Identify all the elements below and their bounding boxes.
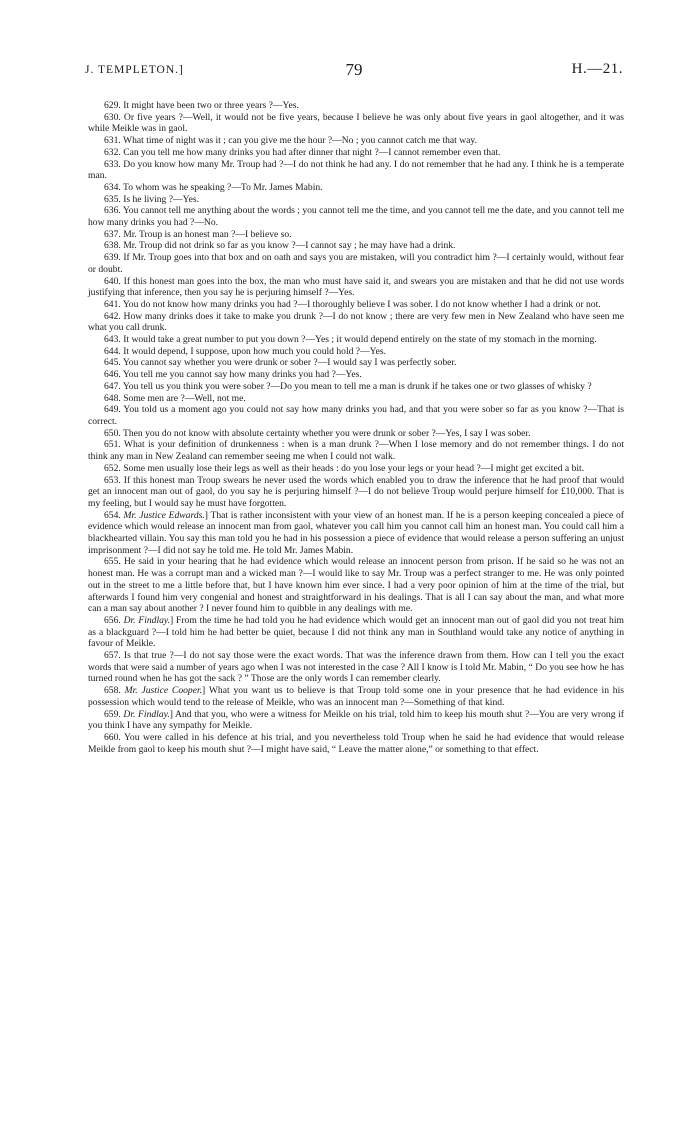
testimony-paragraph: 643. It would take a great number to put you down ?—Yes ; it would depend entirely on the state of my stomach in the morning. bbox=[104, 334, 597, 346]
testimony-paragraph: 647. You tell us you think you were sober ?—Do you mean to tell me a man is drunk if he takes one or two glasses of whisky ? bbox=[104, 380, 592, 392]
question-number: 659. bbox=[104, 708, 124, 720]
testimony-paragraph: 630. Or five years ?—Well, it would not be five years, because I believe he was only about five years in gaol altogether, and it was while Meikle was in gaol. bbox=[88, 111, 624, 135]
paragraph-text: ] That is rather inconsistent with your view of an honest man. If he is a person keeping concealed a piece of evidence which would release an innocent man from gaol, whatever you call him you cannot call him an honest man. You could call him a blackhearted villain. You say this man told you he had in his possession a piece of evidence that would release a person suffering an unjust imprisonment ?—I did not say he told me. He told Mr. James Mabin. bbox=[88, 509, 624, 556]
testimony-paragraph: 660. You were called in his defence at his trial, and you nevertheless told Troup when he said he had evidence that would release Meikle from gaol to keep his mouth shut ?—I might have said, “ Leave the matter alone,” or something to that effect. bbox=[88, 731, 624, 755]
speaker-name: Dr. Findlay. bbox=[123, 708, 170, 720]
testimony-paragraph: 640. If this honest man goes into the box, the man who must have said it, and swears you are mistaken and that he did not use words justifying that inference, then you say he is perjuring himself ?—Yes. bbox=[88, 275, 624, 299]
paragraph-text: ] And that you, who were a witness for Meikle on his trial, told him to keep his mouth shut ?—You are very wrong if you think I have any sympathy for Meikle. bbox=[88, 708, 625, 732]
testimony-paragraph: 652. Some men usually lose their legs as well as their heads : do you lose your legs or your head ?—I might get excited a bit. bbox=[104, 462, 585, 474]
testimony-paragraph: 648. Some men are ?—Well, not me. bbox=[104, 392, 246, 404]
testimony-paragraph: 653. If this honest man Troup swears he never used the words which enabled you to draw the inference that he had proof that would get an innocent man out of gaol, do you say he is perjuring himself ?—I do not believe Troup would perjure himself for £10,000. That is my feeling, but I would say he must have forgotten. bbox=[88, 474, 624, 509]
testimony-paragraph bbox=[88, 510, 624, 557]
testimony-paragraph: 645. You cannot say whether you were drunk or sober ?—I would say I was perfectly sober. bbox=[104, 357, 457, 369]
testimony-paragraph bbox=[88, 709, 624, 732]
testimony-paragraph: 629. It might have been two or three years ?—Yes. bbox=[104, 100, 299, 111]
testimony-paragraph: 655. He said in your hearing that he had evidence which would release an innocent person from prison. If he said so he was not an honest man. He was a corrupt man and a wicked man ?—I would like to say Mr. Troup was a perfect stranger to me. He was only pointed out in the street to me a little before that, but I have known him ever since. I had a very poor opinion of him at the time of the trial, but afterwards I found him very congenial and honest and straightforward in his dealings. That is all I can say about the man, and what more can a man say about another ? I never found him to quibble in any dealings with me. bbox=[88, 556, 624, 615]
page-number: 79 bbox=[345, 60, 363, 79]
paragraph-text: ] What you want us to believe is that Troup told some one in your presence that he had evidence in his possession which would tend to the release of Meikle, who was an innocent man ?—Something of that kind. bbox=[88, 685, 624, 708]
testimony-paragraph: 646. You tell me you cannot say how many drinks you had ?—Yes. bbox=[104, 369, 362, 381]
testimony-paragraph: 634. To whom was he speaking ?—To Mr. James Mabin. bbox=[104, 181, 323, 193]
testimony-paragraph: 650. Then you do not know with absolute certainty whether you were drunk or sober ?—Yes, I say I was sober. bbox=[104, 427, 531, 439]
document-reference: H.—21. bbox=[571, 61, 623, 77]
testimony-paragraph: 631. What time of night was it ; can you give me the hour ?—No ; you cannot catch me that way. bbox=[104, 135, 477, 147]
speaker-name: Mr. Justice Cooper. bbox=[124, 685, 203, 697]
testimony-paragraph bbox=[88, 615, 624, 650]
paragraph-text: ] From the time he had told you he had evidence which would get an innocent man out of gaol did you not treat him as a blackguard ?—I told him he had better be quiet, because I did not think any man in Southland would take any notice of anything in favour of Meikle. bbox=[88, 614, 624, 650]
page-header bbox=[85, 60, 623, 82]
testimony-paragraph: 637. Mr. Troup is an honest man ?—I believe so. bbox=[104, 228, 292, 240]
testimony-paragraph: 633. Do you know how many Mr. Troup had ?—I do not think he had any. I do not remember that he had any. I think he is a temperate man. bbox=[88, 158, 624, 182]
speaker-name: Dr. Findlay. bbox=[123, 614, 171, 626]
testimony-paragraph bbox=[88, 685, 624, 708]
testimony-paragraph: 632. Can you tell me how many drinks you had after dinner that night ?—I cannot remember even that. bbox=[104, 146, 501, 158]
question-number: 654. bbox=[104, 509, 124, 521]
header-witness-name: J. TEMPLETON.] bbox=[85, 64, 184, 76]
testimony-paragraph: 657. Is that true ?—I do not say those were the exact words. That was the inference drawn from them. How can I tell you the exact words that were said a number of years ago when I was not interested in the case ? All I know is I told Mr. Mabin, “ Do you see how he has turned round when he has got the sack ? ” Those are the only words I can remember clearly. bbox=[88, 650, 624, 685]
testimony-paragraph: 651. What is your definition of drunkenness : when is a man drunk ?—When I lose memory and do not remember things. I do not think any man in New Zealand can remember seeing me when I could not walk. bbox=[88, 439, 624, 463]
testimony-paragraph: 642. How many drinks does it take to make you drunk ?—I do not know ; there are very few men in New Zealand who have seen me what you call drunk. bbox=[88, 310, 624, 334]
speaker-name: Mr. Justice Edwards. bbox=[123, 509, 205, 521]
testimony-body bbox=[88, 100, 624, 755]
testimony-paragraph: 649. You told us a moment ago you could not say how many drinks you had, and that you were sober so far as you know ?—That is correct. bbox=[88, 404, 624, 427]
testimony-paragraph: 644. It would depend, I suppose, upon how much you could hold ?—Yes. bbox=[104, 345, 387, 357]
testimony-paragraph: 635. Is he living ?—Yes. bbox=[104, 193, 199, 205]
testimony-paragraph: 636. You cannot tell me anything about the words ; you cannot tell me the time, and you cannot tell me the date, and you cannot tell me how many drinks you had ?—No. bbox=[88, 205, 624, 229]
question-number: 658. bbox=[104, 685, 125, 697]
question-number: 656. bbox=[104, 614, 124, 626]
testimony-paragraph: 638. Mr. Troup did not drink so far as you know ?—I cannot say ; he may have had a drink. bbox=[104, 240, 456, 252]
testimony-paragraph: 639. If Mr. Troup goes into that box and on oath and says you are mistaken, will you contradict him ?—I certainly would, without fear or doubt. bbox=[88, 252, 624, 275]
testimony-paragraph: 641. You do not know how many drinks you had ?—I thoroughly believe I was sober. I do not know whether I had a drink or not. bbox=[104, 298, 601, 310]
